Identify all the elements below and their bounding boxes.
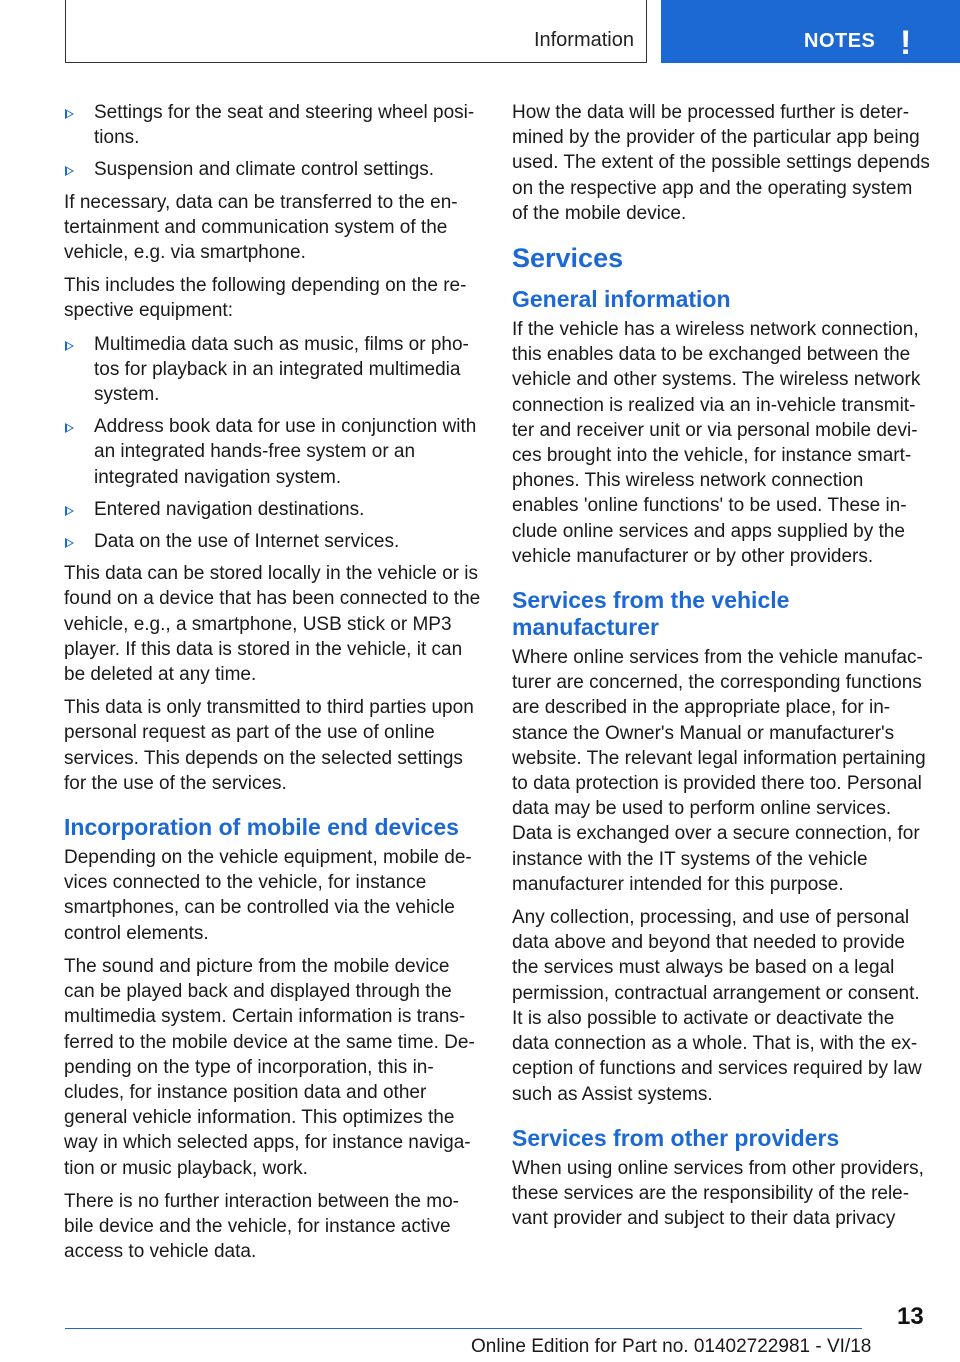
header-tab-notes[interactable]	[661, 0, 960, 63]
paragraph: The sound and picture from the mobile device can be played back and displayed through the multimedia system. Certain information is transferred to the mobile device at the same time. Depending on the type of incorporation, this includes, for instance position data and other general vehicle information. This optimizes the way in which selected apps, for instance navigation or music playback, work.	[64, 955, 475, 1179]
list-item: Address book data for use in conjunction with an integrated hands-free system or an integrated navigation system.	[64, 414, 482, 490]
header-tab-label: NOTES	[804, 30, 876, 52]
page-number: 13	[897, 1303, 924, 1330]
footer-divider	[65, 1328, 862, 1329]
paragraph: Where online services from the vehicle manufacturer are concerned, the corresponding functions are described in the appropriate place, for instance the Owner's Manual or manufacturer's website. The relevant legal information pertaining to data protection is provided there too. Personal data may be used to perform online services. Data is exchanged over a secure connection, for instance with the IT systems of the vehicle manufacturer intended for this purpose.	[512, 647, 926, 895]
list-item: Data on the use of Internet services.	[64, 529, 482, 554]
list-item: Suspension and climate control settings.	[64, 157, 482, 182]
section-heading: General information	[512, 286, 731, 313]
footer-edition: Online Edition for Part no. 01402722981 - VI/18	[471, 1336, 872, 1357]
right-column	[512, 100, 930, 1239]
paragraph: Any collection, processing, and use of personal data above and beyond that needed to provide the services must always be based on a legal permission, contractual arrangement or consent. It is also possible to activate or deactivate the data connection as a whole. That is, with the exception of functions and services required by law such as Assist systems.	[512, 907, 922, 1105]
section-heading: Incorporation of mobile end devices	[64, 814, 459, 841]
header-title: Information	[533, 29, 634, 51]
paragraph: Depending on the vehicle equipment, mobile devices connected to the vehicle, for instance smartphones, can be controlled via the vehicle control elements.	[64, 847, 472, 944]
paragraph: How the data will be processed further is determined by the provider of the particular app being used. The extent of the possible settings depends on the respective app and the operating system of the mobile device.	[512, 102, 930, 224]
paragraph: There is no further interaction between the mobile device and the vehicle, for instance active access to vehicle data.	[64, 1190, 459, 1263]
list-item: Settings for the seat and steering wheel positions.	[64, 100, 482, 150]
paragraph: When using online services from other providers, these services are the responsibility of the relevant provider and subject to their data privacy	[512, 1157, 924, 1230]
paragraph: This includes the following depending on the respective equipment:	[64, 275, 467, 322]
paragraph: If necessary, data can be transferred to the entertainment and communication system of the vehicle, e.g. via smartphone.	[64, 191, 458, 264]
section-title: Services	[512, 243, 624, 274]
left-column	[64, 100, 482, 1272]
section-heading: Services from the vehicle manufacturer	[512, 587, 790, 641]
paragraph: If the vehicle has a wireless network connection, this enables data to be exchanged between the vehicle and other systems. The wireless network connection is realized via an in-vehicle transmitter and receiver unit or via personal mobile devices brought into the vehicle, for instance smartphones. This wireless network connection enables 'online functions' to be used. These include online services and apps supplied by the vehicle manufacturer or by other providers.	[512, 319, 921, 567]
list-item: Entered navigation destinations.	[64, 497, 482, 522]
header-box	[65, 0, 647, 63]
section-heading: Services from other providers	[512, 1124, 840, 1151]
list-item: Multimedia data such as music, films or photos for playback in an integrated multimedia system.	[64, 332, 482, 408]
paragraph: This data can be stored locally in the vehicle or is found on a device that has been connected to the vehicle, e.g., a smartphone, USB stick or MP3 player. If this data is stored in the vehicle, it can be deleted at any time.	[64, 563, 481, 686]
exclamation-icon: !	[900, 24, 912, 62]
paragraph: This data is only transmitted to third parties upon personal request as part of the use of online services. This depends on the selected settings for the use of the services.	[64, 697, 474, 794]
